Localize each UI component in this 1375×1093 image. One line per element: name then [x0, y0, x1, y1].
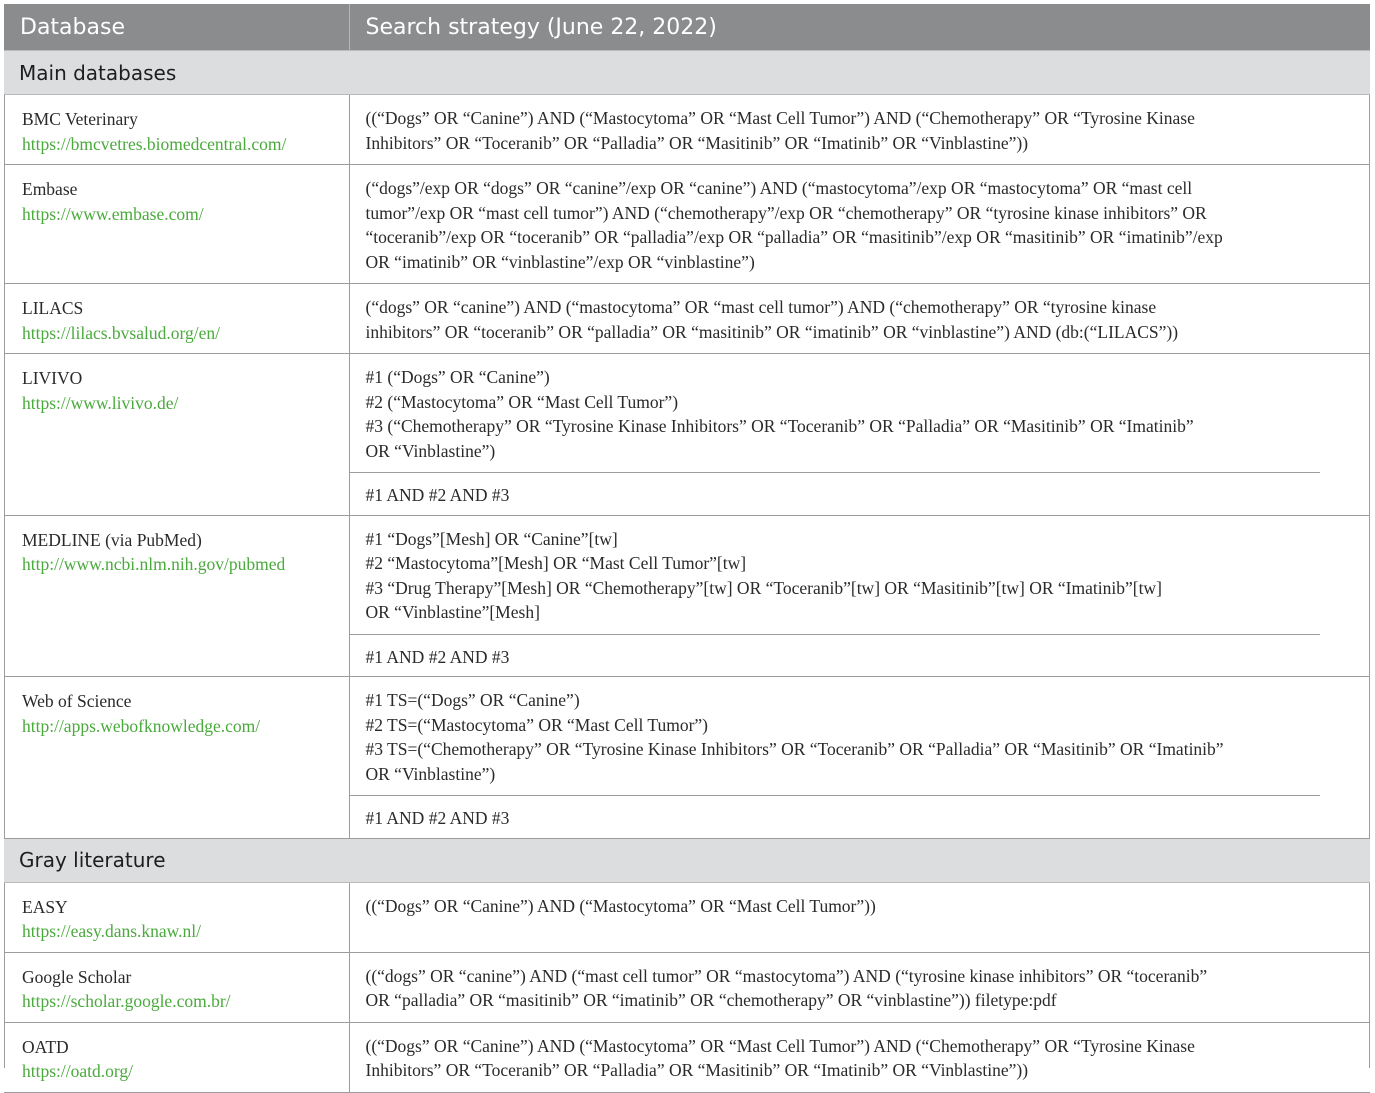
query-line: OR “palladia” OR “masitinib” OR “imatinib” OR “chemotherapy” OR “vinblastine”)) filetype:pdf: [365, 990, 1057, 1010]
database-cell: [4, 515, 349, 677]
query-line: Inhibitors” OR “Toceranib” OR “Palladia” OR “Masitinib” OR “Imatinib” OR “Vinblastine”)): [365, 1060, 1029, 1080]
header-database: Database: [4, 4, 349, 51]
query-line: #3 (“Chemotherapy” OR “Tyrosine Kinase Inhibitors” OR “Toceranib” OR “Palladia” OR “Masitinib” OR “Imatinib”: [365, 416, 1194, 436]
database-link[interactable]: http://www.ncbi.nlm.nih.gov/pubmed: [22, 554, 286, 574]
query-line: OR “Vinblastine”): [365, 440, 496, 461]
query-line: ((“dogs” OR “canine”) AND (“mast cell tumor” OR “mastocytoma”) AND (“tyrosine kinase inhibitors” OR “toceranib”: [365, 965, 1208, 986]
search-strategy-table: [4, 4, 1370, 1093]
database-cell: [4, 165, 349, 284]
database-cell: [4, 677, 349, 839]
database-link[interactable]: https://easy.dans.knaw.nl/: [22, 921, 202, 941]
database-link[interactable]: http://apps.webofknowledge.com/: [22, 715, 261, 736]
table-header: [4, 4, 1370, 51]
query-line: OR “Vinblastine”[Mesh]: [365, 602, 540, 622]
strategy-query: [350, 516, 1371, 634]
strategy-cell: [349, 952, 1370, 1022]
database-link[interactable]: https://www.livivo.de/: [22, 392, 179, 413]
query-line: “toceranib”/exp OR “toceranib” OR “palladia”/exp OR “palladia” OR “masitinib”/exp OR “masitinib” OR “imatinib”/exp: [365, 227, 1223, 247]
strategy-cell: [349, 677, 1370, 839]
strategy-query: [350, 95, 1371, 164]
query-line: #3 TS=(“Chemotherapy” OR “Tyrosine Kinase Inhibitors” OR “Toceranib” OR “Palladia” OR “Masitinib” OR “Imatinib”: [365, 739, 1224, 759]
query-line: ((“Dogs” OR “Canine”) AND (“Mastocytoma” OR “Mast Cell Tumor”) AND (“Chemotherapy” OR “Tyrosine Kinase: [365, 1035, 1195, 1056]
database-name: BMC Veterinary: [22, 109, 138, 129]
strategy-query: [350, 677, 1371, 795]
query-line: #1 TS=(“Dogs” OR “Canine”): [365, 690, 580, 710]
strategy-query: [350, 953, 1371, 1022]
query-line: ((“Dogs” OR “Canine”) AND (“Mastocytoma” OR “Mast Cell Tumor”)): [365, 895, 876, 916]
query-line: #2 (“Mastocytoma” OR “Mast Cell Tumor”): [365, 391, 679, 412]
combination-line: #1 AND #2 AND #3: [365, 646, 510, 667]
database-cell: [4, 95, 349, 165]
database-name: Google Scholar: [22, 966, 132, 987]
database-link[interactable]: https://scholar.google.com.br/: [22, 991, 231, 1011]
strategy-combination: [350, 472, 1321, 515]
database-cell: [4, 354, 349, 516]
section-main-databases: [4, 51, 1370, 95]
query-line: (“dogs”/exp OR “dogs” OR “canine”/exp OR “canine”) AND (“mastocytoma”/exp OR “mastocytoma” OR “mast cell: [365, 178, 1193, 198]
strategy-cell: [349, 165, 1370, 284]
strategy-cell: [349, 95, 1370, 165]
table-row: [4, 1022, 1370, 1092]
database-name: LILACS: [22, 298, 84, 318]
strategy-query: [350, 883, 1371, 928]
table-row: [4, 165, 1370, 284]
section-gray-literature: [4, 838, 1370, 882]
combination-line: #1 AND #2 AND #3: [365, 808, 510, 828]
query-line: #1 “Dogs”[Mesh] OR “Canine”[tw]: [365, 528, 618, 549]
strategy-cell: [349, 882, 1370, 952]
database-name: EASY: [22, 896, 68, 917]
query-line: #1 (“Dogs” OR “Canine”): [365, 367, 550, 387]
query-line: tumor”/exp OR “mast cell tumor”) AND (“chemotherapy”/exp OR “chemotherapy” OR “tyrosine kinase inhibitors” OR: [365, 202, 1207, 223]
query-line: ((“Dogs” OR “Canine”) AND (“Mastocytoma” OR “Mast Cell Tumor”) AND (“Chemotherapy” OR “Tyrosine Kinase: [365, 108, 1195, 128]
table-row: [4, 882, 1370, 952]
database-name: MEDLINE (via PubMed): [22, 529, 202, 550]
query-line: Inhibitors” OR “Toceranib” OR “Palladia” OR “Masitinib” OR “Imatinib” OR “Vinblastine”)): [365, 132, 1029, 153]
section-title: Main databases: [4, 51, 1370, 95]
header-search-strategy: Search strategy (June 22, 2022): [349, 4, 1370, 51]
strategy-query: [350, 1023, 1371, 1092]
strategy-combination: [350, 634, 1321, 677]
table-row: [4, 515, 1370, 677]
table-row: [4, 952, 1370, 1022]
database-link[interactable]: https://lilacs.bvsalud.org/en/: [22, 322, 220, 343]
database-cell: [4, 882, 349, 952]
strategy-combination: [350, 795, 1321, 838]
table-row: [4, 284, 1370, 354]
database-name: Web of Science: [22, 691, 132, 711]
strategy-query: [350, 354, 1371, 472]
strategy-cell: [349, 354, 1370, 516]
query-line: (“dogs” OR “canine”) AND (“mastocytoma” OR “mast cell tumor”) AND (“chemotherapy” OR “tyrosine kinase: [365, 297, 1157, 317]
database-cell: [4, 952, 349, 1022]
database-link[interactable]: https://www.embase.com/: [22, 203, 204, 224]
strategy-cell: [349, 1022, 1370, 1092]
table-row: [4, 677, 1370, 839]
database-name: Embase: [22, 179, 78, 199]
table-row: [4, 354, 1370, 516]
combination-line: #1 AND #2 AND #3: [365, 485, 510, 505]
query-line: #2 TS=(“Mastocytoma” OR “Mast Cell Tumor”): [365, 714, 709, 735]
query-line: OR “imatinib” OR “vinblastine”/exp OR “vinblastine”): [365, 251, 755, 272]
strategy-cell: [349, 284, 1370, 354]
query-line: #2 “Mastocytoma”[Mesh] OR “Mast Cell Tumor”[tw]: [365, 553, 747, 573]
database-link[interactable]: https://oatd.org/: [22, 1061, 133, 1081]
strategy-cell: [349, 515, 1370, 677]
database-cell: [4, 1022, 349, 1092]
section-title: Gray literature: [4, 838, 1370, 882]
query-line: OR “Vinblastine”): [365, 763, 496, 784]
database-name: LIVIVO: [22, 368, 83, 388]
strategy-query: [350, 284, 1371, 353]
table-row: [4, 95, 1370, 165]
database-name: OATD: [22, 1036, 69, 1057]
database-cell: [4, 284, 349, 354]
query-line: #3 “Drug Therapy”[Mesh] OR “Chemotherapy”[tw] OR “Toceranib”[tw] OR “Masitinib”[tw] OR “Imatinib”[tw]: [365, 577, 1162, 598]
query-line: inhibitors” OR “toceranib” OR “palladia” OR “masitinib” OR “imatinib” OR “vinblastine”) AND (db:(“LILACS”)): [365, 321, 1179, 342]
strategy-query: [350, 165, 1371, 283]
database-link[interactable]: https://bmcvetres.biomedcentral.com/: [22, 133, 287, 154]
